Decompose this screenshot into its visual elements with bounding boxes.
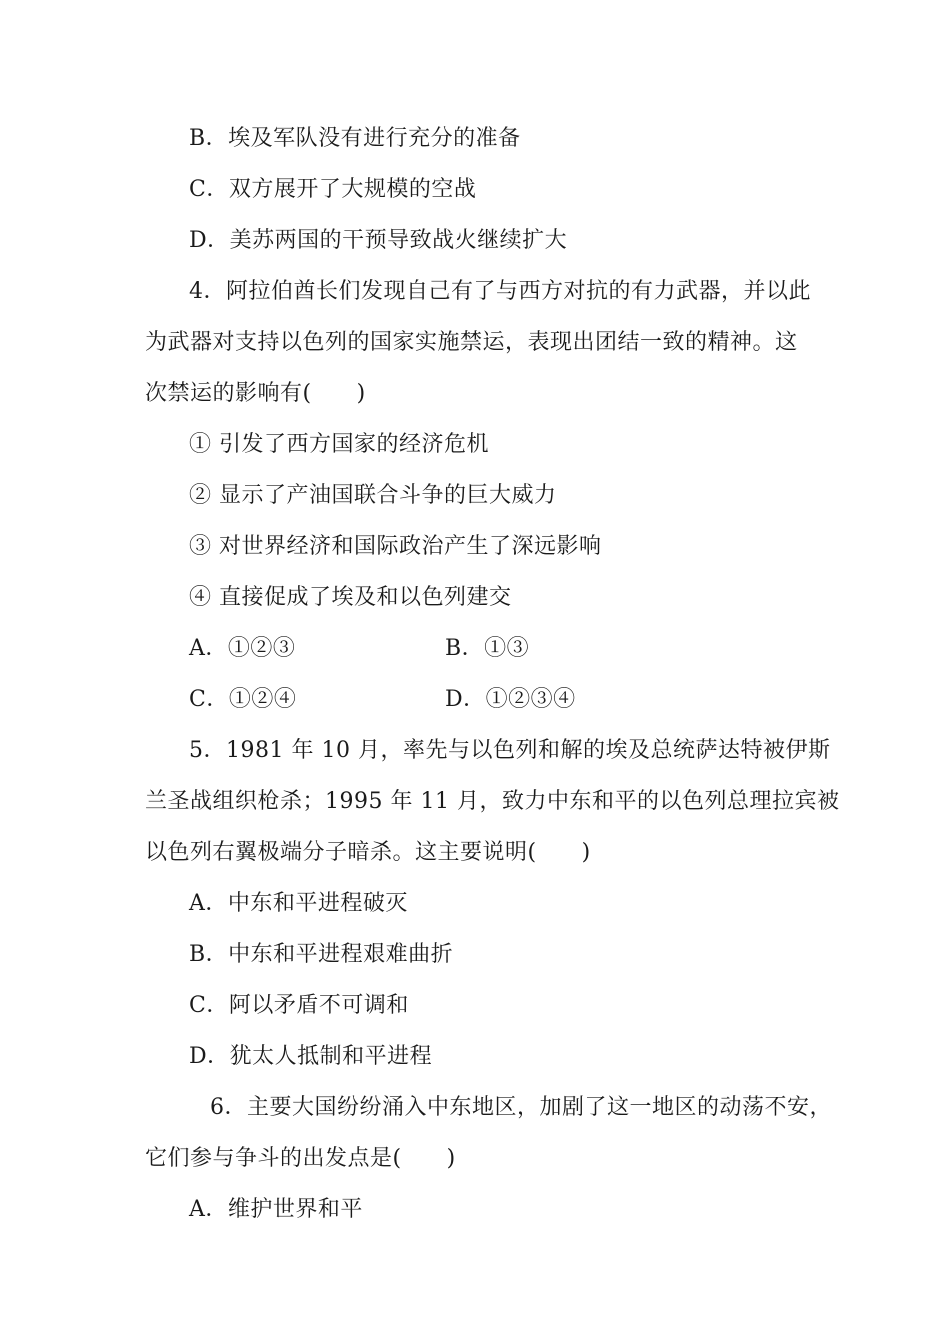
q5-option-a: A．中东和平进程破灭 bbox=[189, 891, 408, 916]
q3-option-c: C．双方展开了大规模的空战 bbox=[189, 177, 477, 202]
q5-option-b: B．中东和平进程艰难曲折 bbox=[189, 942, 454, 967]
q6-stem-line-2: 它们参与争斗的出发点是( ) bbox=[145, 1146, 456, 1171]
q4-item-2: ② 显示了产油国联合斗争的巨大威力 bbox=[189, 483, 557, 508]
q4-option-b: B．①③ bbox=[445, 636, 530, 661]
q6-stem-line-1: 6．主要大国纷纷涌入中东地区，加剧了这一地区的动荡不安， bbox=[210, 1095, 832, 1120]
q4-option-c: C．①②④ bbox=[189, 687, 297, 712]
q4-stem-line-2: 为武器对支持以色列的国家实施禁运，表现出团结一致的精神。这 bbox=[145, 330, 798, 355]
q5-option-c: C．阿以矛盾不可调和 bbox=[189, 993, 409, 1018]
q4-option-d: D．①②③④ bbox=[445, 687, 576, 712]
q5-stem-line-3: 以色列右翼极端分子暗杀。这主要说明( ) bbox=[145, 840, 591, 865]
q4-stem-line-1: 4．阿拉伯酋长们发现自己有了与西方对抗的有力武器，并以此 bbox=[189, 279, 811, 304]
q5-option-d: D．犹太人抵制和平进程 bbox=[189, 1044, 433, 1069]
q3-option-b: B．埃及军队没有进行充分的准备 bbox=[189, 126, 521, 151]
q5-stem-line-2: 兰圣战组织枪杀；1995 年 11 月，致力中东和平的以色列总理拉宾被 bbox=[145, 789, 840, 814]
q3-option-d: D．美苏两国的干预导致战火继续扩大 bbox=[189, 228, 568, 253]
q6-option-a: A．维护世界和平 bbox=[189, 1197, 363, 1222]
q5-stem-line-1: 5．1981 年 10 月，率先与以色列和解的埃及总统萨达特被伊斯 bbox=[189, 738, 831, 763]
q4-item-4: ④ 直接促成了埃及和以色列建交 bbox=[189, 585, 512, 610]
q4-stem-line-3: 次禁运的影响有( ) bbox=[145, 381, 366, 406]
q4-item-1: ① 引发了西方国家的经济危机 bbox=[189, 432, 489, 457]
q4-option-a: A．①②③ bbox=[189, 636, 296, 661]
q4-item-3: ③ 对世界经济和国际政治产生了深远影响 bbox=[189, 534, 602, 559]
